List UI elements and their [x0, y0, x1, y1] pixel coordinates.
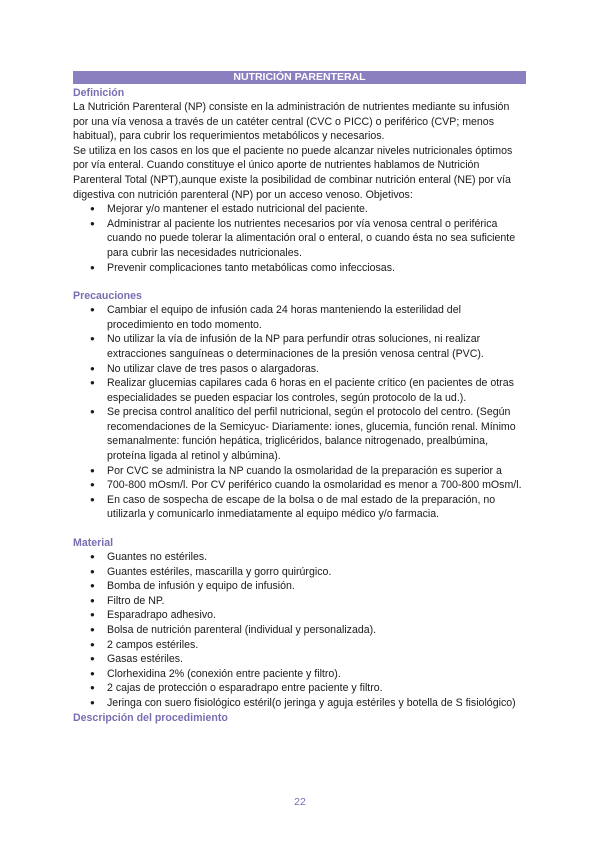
list-item: ● Gasas estériles.	[73, 652, 526, 667]
list-item: ● Cambiar el equipo de infusión cada 24 horas manteniendo la esterilidad del procedimiento en todo momento.	[73, 303, 526, 332]
definition-paragraph-1: La Nutrición Parenteral (NP) consiste en la administración de nutrientes mediante su infusión por una vía venosa a través de un catéter central (CVC o PICC) o periférico (CVP; menos habitual), para cubrir los requerimientos metabólicos y necesarios.	[73, 101, 510, 143]
list-item: ● No utilizar la vía de infusión de la NP para perfundir otras soluciones, ni realizar extracciones sanguíneas o determinaciones de la presión venosa central (PVC).	[73, 332, 526, 361]
list-item: ● Guantes estériles, mascarilla y gorro quirúrgico.	[73, 565, 526, 580]
section-heading-procedimiento: Descripción del procedimiento	[73, 711, 228, 724]
list-item: ● Bolsa de nutrición parenteral (individual y personalizada).	[73, 623, 526, 638]
section-heading-precauciones: Precauciones	[73, 290, 142, 303]
page-content	[73, 71, 526, 725]
list-item: ● Filtro de NP.	[73, 594, 526, 609]
list-item: ● Bomba de infusión y equipo de infusión.	[73, 579, 526, 594]
list-item: ● Prevenir complicaciones tanto metabólicas como infecciosas.	[73, 261, 526, 276]
section-heading-material: Material	[73, 537, 114, 550]
list-item: ● Clorhexidina 2% (conexión entre paciente y filtro).	[73, 667, 526, 682]
list-item: ● 2 cajas de protección o esparadrapo entre paciente y filtro.	[73, 681, 526, 696]
list-item: ● Guantes no estériles.	[73, 550, 526, 565]
material-list	[73, 550, 526, 711]
list-item: ● Jeringa con suero fisiológico estéril(o jeringa y aguja estériles y botella de S fisiológico)	[73, 696, 526, 711]
list-item: ● Administrar al paciente los nutrientes necesarios por vía venosa central o periférica cuando no puede tolerar la alimentación oral o enteral, o cuando ésta no sea suficiente para cubrir las necesidades nutricionales.	[73, 217, 526, 261]
list-item: ● Mejorar y/o mantener el estado nutricional del paciente.	[73, 202, 526, 217]
list-item: ● 2 campos estériles.	[73, 638, 526, 653]
definition-paragraph-2: Se utiliza en los casos en los que el paciente no puede alcanzar niveles nutricionales óptimos por vía enteral. Cuando constituye el único aporte de nutrientes hablamos de Nutrición Parenteral Total (NPT),aunque existe la posibilidad de combinar nutrición enteral (NE) por vía digestiva con nutrición parenteral (NP) por un acceso venoso. Objetivos:	[73, 144, 513, 201]
list-item: ● En caso de sospecha de escape de la bolsa o de mal estado de la preparación, no utilizarla y comunicarlo inmediatamente al equipo médico y/o farmacia.	[73, 493, 526, 522]
page-number: 22	[294, 796, 306, 808]
list-item: ● Esparadrapo adhesivo.	[73, 608, 526, 623]
objectives-list	[73, 202, 526, 275]
list-item: ● Por CVC se administra la NP cuando la osmolaridad de la preparación es superior a	[73, 464, 526, 479]
precautions-list	[73, 303, 526, 522]
section-spacer	[73, 522, 526, 536]
section-heading-definicion: Definición	[73, 87, 125, 99]
list-item: ● 700-800 mOsm/l. Por CV periférico cuando la osmolaridad es menor a 700-800 mOsm/l.	[73, 478, 526, 493]
document-title: NUTRICIÓN PARENTERAL	[73, 71, 526, 84]
section-spacer	[73, 275, 526, 289]
list-item: ● Realizar glucemias capilares cada 6 horas en el paciente crítico (en pacientes de otras especialidades se pueden espaciar los controles, según protocolo de la ud.).	[73, 376, 526, 405]
list-item: ● No utilizar clave de tres pasos o alargadoras.	[73, 362, 526, 377]
list-item: ● Se precisa control analítico del perfil nutricional, según el protocolo del centro. (Según recomendaciones de la Semicyuc- Diariamente: iones, glucemia, función renal. Mínimo semanalmente: función hepática, triglicéridos, balance nitrogenado, prealbúmina, proteína ligada al retinol y albúmina).	[73, 405, 526, 463]
